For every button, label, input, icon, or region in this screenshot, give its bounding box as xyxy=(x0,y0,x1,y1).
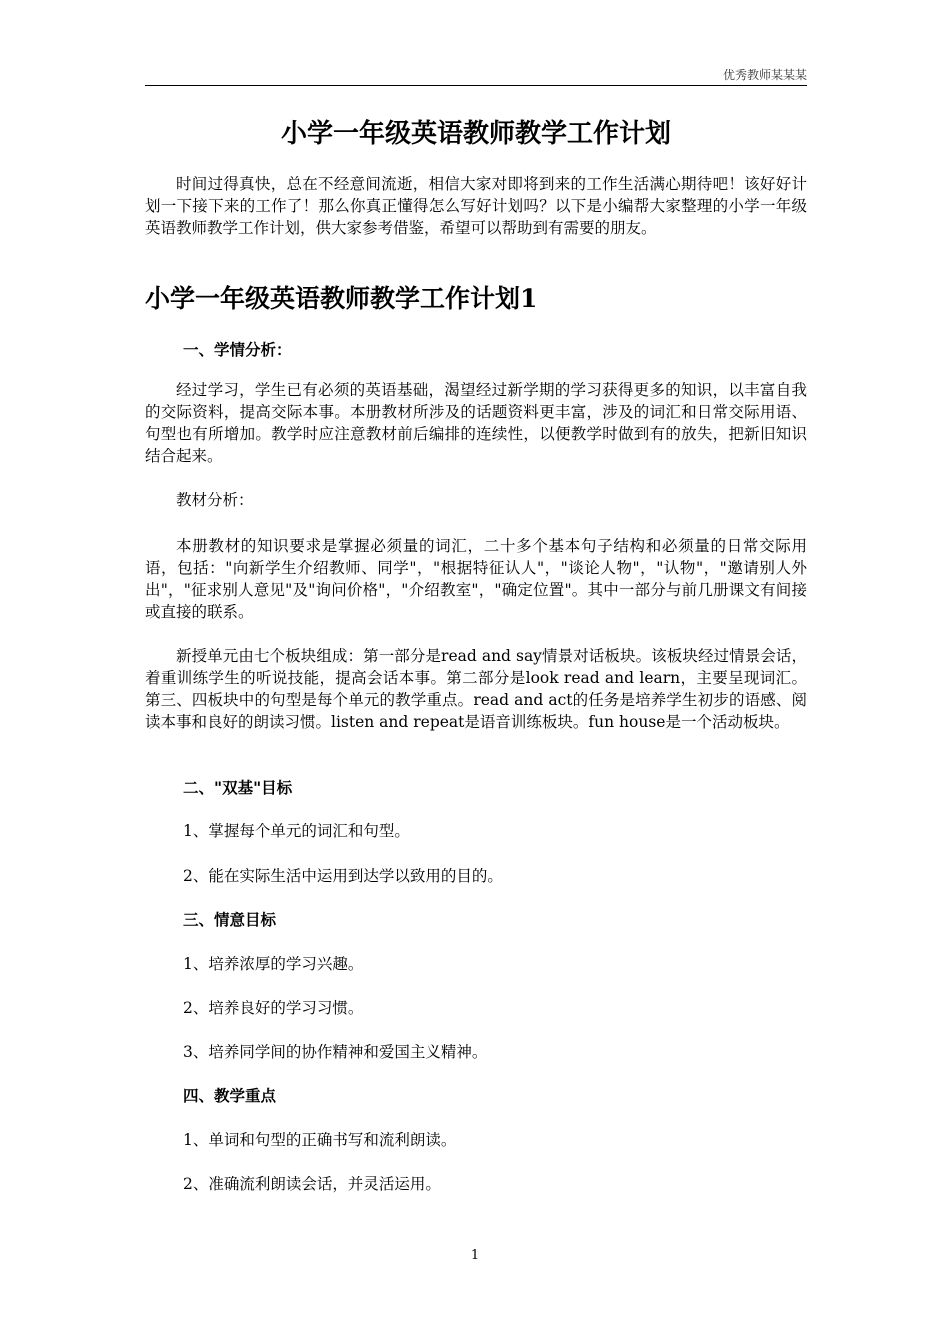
subheading-learning-analysis: 一、学情分析： xyxy=(183,340,292,359)
list-item: 2、能在实际生活中运用到达学以致用的目的。 xyxy=(183,867,503,885)
list-item: 1、培养浓厚的学习兴趣。 xyxy=(183,955,364,973)
paragraph-material-label: 教材分析： xyxy=(176,491,254,509)
paragraph-learning-analysis: 经过学习，学生已有必须的英语基础，渴望经过新学期的学习获得更多的知识，以丰富自我的交际资料，提高交际本事。本册教材所涉及的话题资料更丰富，涉及的词汇和日常交际用语、句型也有所增加。教学时应注意教材前后编排的连续性，以便教学时做到有的放失，把新旧知识结合起来。 xyxy=(145,381,807,465)
page-number: 1 xyxy=(470,1248,480,1263)
subheading-key-points: 四、教学重点 xyxy=(183,1086,277,1105)
list-item: 1、单词和句型的正确书写和流利朗读。 xyxy=(183,1131,457,1149)
document-title: 小学一年级英语教师教学工作计划 xyxy=(280,119,671,149)
subheading-basic-goals: 二、"双基"目标 xyxy=(183,778,293,797)
subheading-affective-goals: 三、情意目标 xyxy=(183,910,277,929)
page-header: 优秀教师某某某 xyxy=(722,68,807,82)
list-item: 3、培养同学间的协作精神和爱国主义精神。 xyxy=(183,1043,488,1061)
paragraph-material-analysis: 本册教材的知识要求是掌握必须量的词汇，二十多个基本句子结构和必须量的日常交际用语，包括："向新学生介绍教师、同学"，"根据特征认人"，"谈论人物"，"认物"，"邀请别人外出"，"征求别人意见"及"询问价格"，"介绍教室"，"确定位置"。其中一部分与前几册课文有间接或直接的联系。 xyxy=(145,537,807,621)
list-item: 2、准确流利朗读会话，并灵活运用。 xyxy=(183,1175,441,1193)
section-heading: 小学一年级英语教师教学工作计划1 xyxy=(145,284,538,313)
intro-paragraph: 时间过得真快，总在不经意间流逝，相信大家对即将到来的工作生活满心期待吧！该好好计划一下接下来的工作了！那么你真正懂得怎么写好计划吗？以下是小编帮大家整理的小学一年级英语教师教学工作计划，供大家参考借鉴，希望可以帮助到有需要的朋友。 xyxy=(145,175,807,237)
list-item: 1、掌握每个单元的词汇和句型。 xyxy=(183,822,410,840)
paragraph-unit-structure: 新授单元由七个板块组成：第一部分是read and say情景对话板块。该板块经过情景会话，着重训练学生的听说技能，提高会话本事。第二部分是look read and learn，主要呈现词汇。第三、四板块中的句型是每个单元的教学重点。read and act的任务是培养学生初步的语感、阅读本事和良好的朗读习惯。listen and repeat是语音训练板块。fun house是一个活动板块。 xyxy=(145,647,807,731)
header-rule xyxy=(145,85,807,86)
list-item: 2、培养良好的学习习惯。 xyxy=(183,999,364,1017)
